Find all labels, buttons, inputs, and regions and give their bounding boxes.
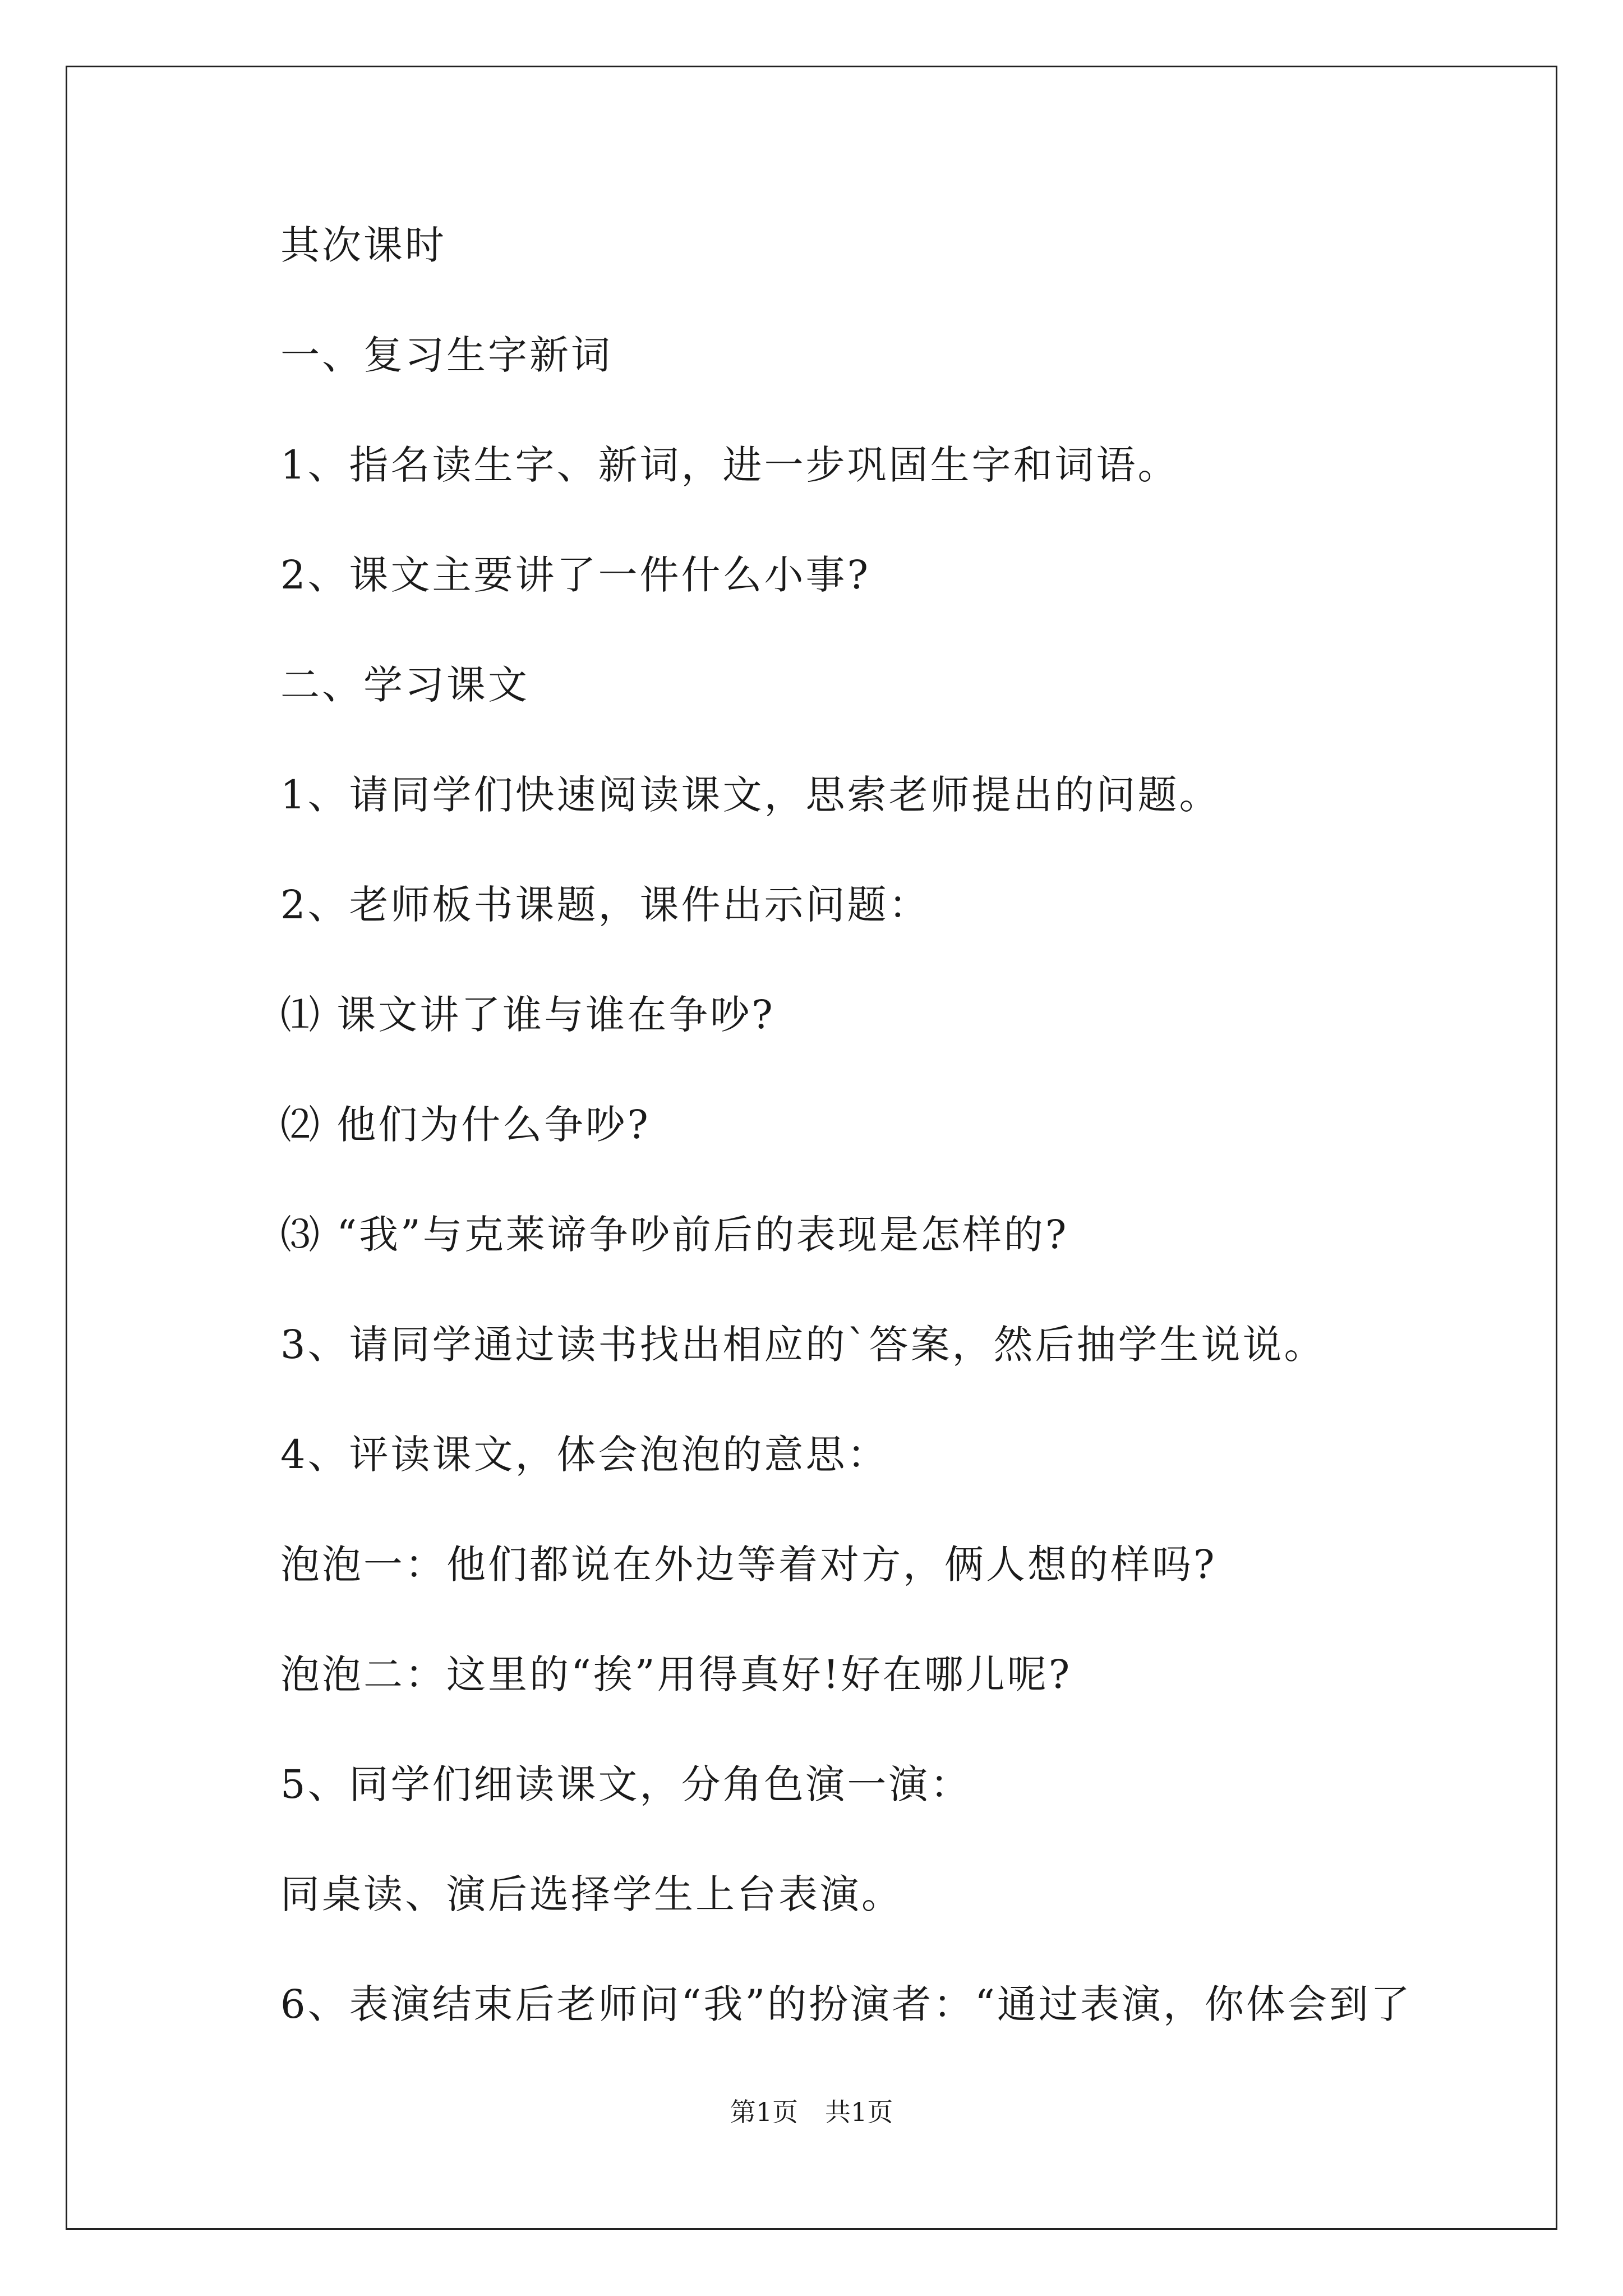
paragraph-line: 5、同学们细读课文，分角色演一演：	[280, 1761, 972, 1807]
paragraph-line: 1、请同学们快速阅读课文，思索老师提出的问题。	[280, 772, 1221, 818]
section-title: 其次课时	[280, 222, 446, 268]
paragraph-line: 4、评读课文，体会泡泡的意思：	[280, 1432, 889, 1478]
page-number-total: 共1页	[825, 2097, 893, 2127]
paragraph-line: 3、请同学通过读书找出相应的`答案，然后抽学生说说。	[280, 1322, 1326, 1368]
question-item: ⑴ 课文讲了谁与谁在争吵?	[280, 992, 775, 1038]
question-item: ⑶ “我”与克莱谛争吵前后的表现是怎样的?	[280, 1212, 1069, 1258]
paragraph-line: 2、老师板书课题，课件出示问题：	[280, 882, 930, 928]
heading-study: 二、学习课文	[280, 662, 529, 708]
page-number-current: 第1页	[730, 2097, 798, 2127]
bubble-note: 泡泡二：这里的“挨”用得真好!好在哪儿呢?	[280, 1651, 1072, 1697]
paragraph-line: 1、指名读生字、新词，进一步巩固生字和词语。	[280, 442, 1179, 488]
paragraph-line: 6、表演结束后老师问“我”的扮演者：“通过表演，你体会到了	[280, 1981, 1412, 2027]
paragraph-line: 2、课文主要讲了一件什么小事?	[280, 552, 871, 598]
page-footer	[0, 2095, 1623, 2129]
heading-review: 一、复习生字新词	[280, 332, 612, 378]
bubble-note: 泡泡一：他们都说在外边等着对方，俩人想的样吗?	[280, 1542, 1217, 1588]
paragraph-line: 同桌读、演后选择学生上台表演。	[280, 1871, 903, 1917]
question-item: ⑵ 他们为什么争吵?	[280, 1102, 651, 1148]
